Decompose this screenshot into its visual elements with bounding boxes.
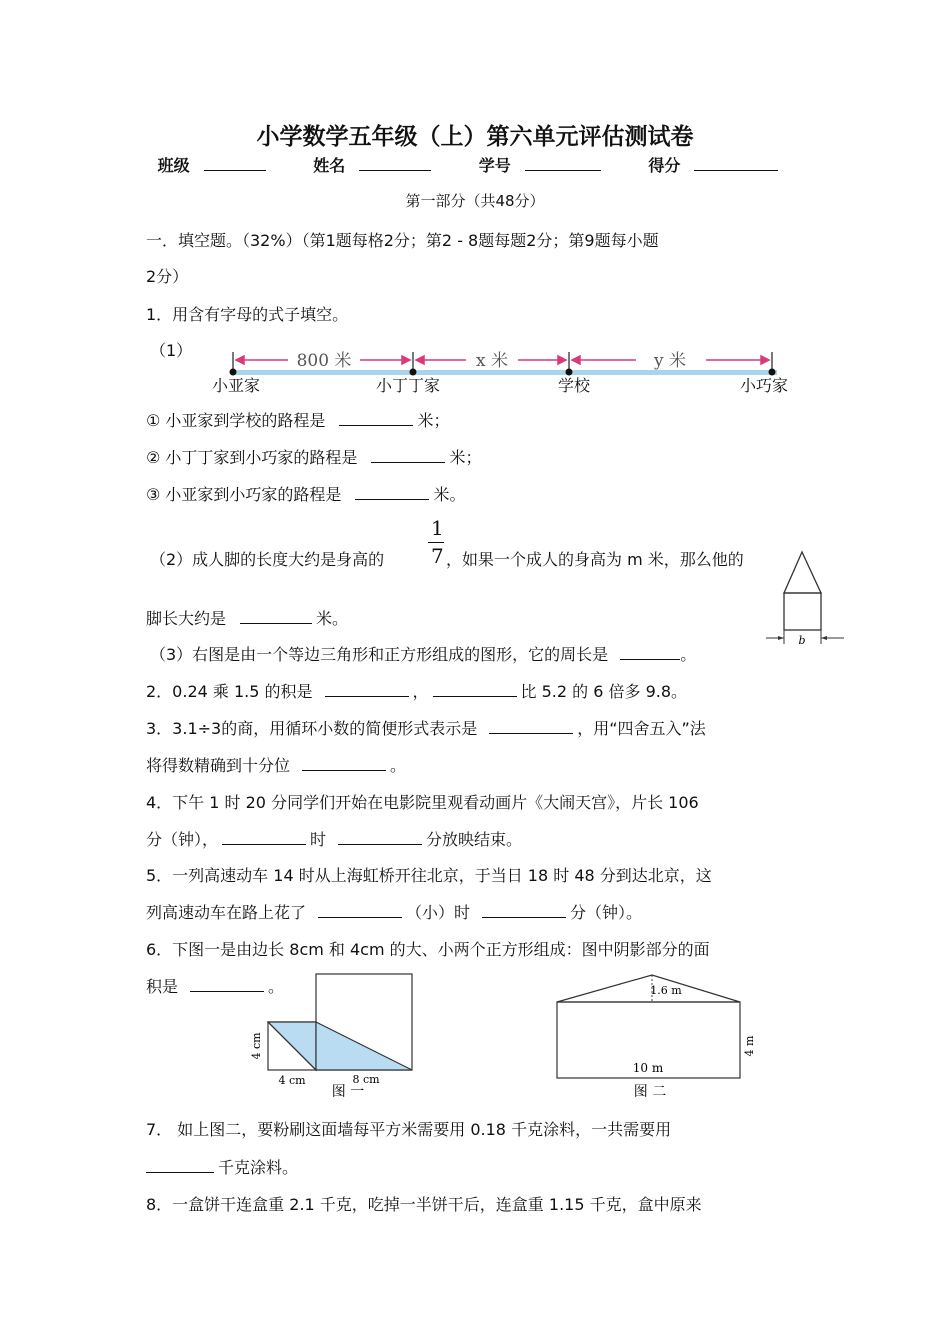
q2: 2．0.24 乘 1.5 的积是 ， 比 5.2 的 6 倍多 9.8。 [146, 682, 688, 701]
q1-sub1: （1） [150, 341, 193, 360]
shaded-triangle [316, 1022, 412, 1070]
q1-item: ③ 小亚家到小巧家的路程是 米。 [146, 485, 466, 504]
figure-caption: 图 二 [633, 1084, 667, 1100]
name-field: 姓名 [313, 156, 445, 175]
q8: 8．一盒饼干连盒重 2.1 千克，吃掉一半饼干后，连盒重 1.15 千克，盒中原来 [146, 1195, 702, 1214]
q7: 7． 如上图二，要粉刷这面墙每平方米需要用 0.18 千克涂料，一共需要用 [146, 1120, 672, 1139]
place-label: 学校 [558, 376, 591, 395]
q3-cont: 将得数精确到十分位 。 [146, 756, 407, 775]
seg1-label: 800 米 [296, 351, 352, 371]
side-label: b [798, 634, 806, 647]
q1-sub2: （2）成人脚的长度大约是身高的 [150, 550, 385, 569]
q5-cont: 列高速动车在路上花了 （小）时 分（钟）。 [146, 903, 643, 922]
q1-sub2-cont: ，如果一个成人的身高为 m 米，那么他的 [446, 550, 744, 569]
fraction-numerator: 1 [431, 516, 444, 540]
q1-sub2-answer: 脚长大约是 米。 [146, 609, 349, 628]
fraction-bar [428, 542, 444, 543]
place-label: 小亚家 [212, 376, 261, 395]
house-figure [764, 540, 848, 650]
q3: 3．3.1÷3的商，用循环小数的简便形式表示是 ，用“四舍五入”法 [146, 719, 706, 738]
page-title: 小学数学五年级（上）第六单元评估测试卷 [256, 124, 694, 150]
road-diagram [200, 344, 810, 394]
width-label: 10 m [632, 1061, 664, 1075]
q5: 5．一列高速动车 14 时从上海虹桥开往北京，于当日 18 时 48 分到达北京，这 [146, 866, 712, 885]
height-label: 1.6 m [650, 984, 682, 997]
side-label: 4 m [743, 1035, 756, 1057]
place-label: 小巧家 [740, 376, 789, 395]
student-info [0, 153, 950, 176]
figure-caption: 图 一 [331, 1084, 365, 1100]
side-label: 4 cm [250, 1032, 263, 1060]
q1-title: 1．用含有字母的式子填空。 [146, 305, 349, 324]
q6-cont: 积是 。 [146, 977, 285, 996]
class-field: 班级 [158, 156, 280, 175]
figure-one [248, 970, 438, 1100]
section-header-cont: 2分） [146, 267, 189, 286]
fraction-denominator: 7 [431, 544, 444, 568]
q1-item: ② 小丁丁家到小巧家的路程是 米； [146, 448, 482, 467]
bottom-label: 8 cm [352, 1073, 380, 1086]
place-label: 小丁丁家 [376, 376, 441, 395]
figure-two [548, 970, 768, 1100]
q4-cont: 分（钟）， 时 分放映结束。 [146, 830, 523, 849]
gable [557, 975, 740, 1002]
q6: 6．下图一是由边长 8cm 和 4cm 的大、小两个正方形组成：图中阴影部分的面 [146, 940, 710, 959]
bottom-label: 4 cm [278, 1074, 306, 1087]
seg3-label: y 米 [653, 351, 687, 371]
seg2-label: x 米 [476, 351, 508, 371]
section-header: 一．填空题。（32%）（第1题每格2分；第2 - 8题每题2分；第9题每小题 [146, 231, 659, 250]
q1-sub3: （3）右图是由一个等边三角形和正方形组成的图形，它的周长是 。 [150, 645, 697, 664]
score-field: 得分 [648, 156, 792, 175]
part-heading: 第一部分（共48分） [405, 192, 545, 210]
q7-cont: 千克涂料。 [146, 1155, 298, 1178]
q4: 4．下午 1 时 20 分同学们开始在电影院里观看动画片《大闹天宫》，片长 106 [146, 793, 699, 812]
number-field: 学号 [479, 156, 615, 175]
q1-item: ① 小亚家到学校的路程是 米； [146, 411, 450, 430]
